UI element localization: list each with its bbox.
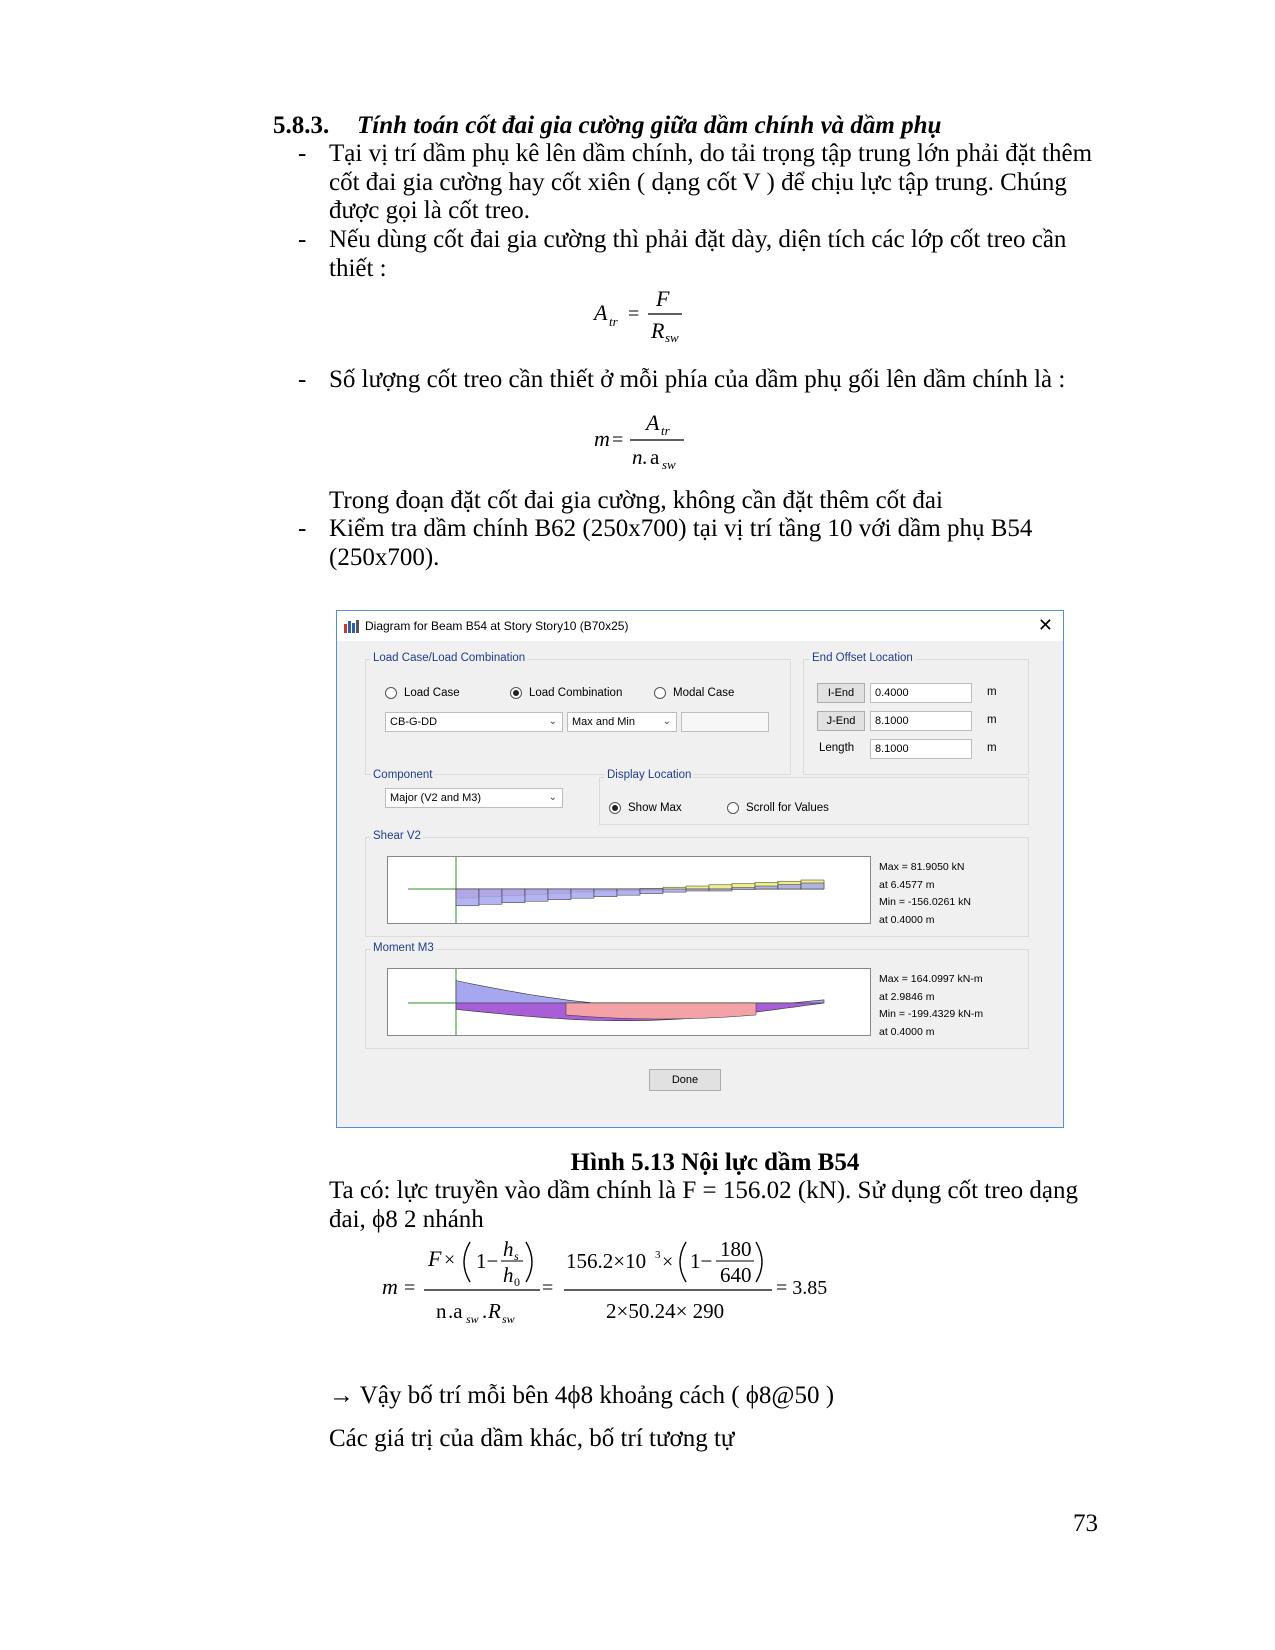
radio-load-combination-indicator[interactable]: [510, 687, 522, 699]
svg-text:tr: tr: [661, 423, 670, 438]
svg-text:m: m: [594, 426, 610, 451]
shear-min-bar: [732, 888, 755, 890]
paragraph-3: Số lượng cốt treo cần thiết ở mỗi phía của dầm phụ gối lên dầm chính là :: [329, 366, 1066, 393]
close-icon[interactable]: ✕: [1037, 615, 1053, 635]
bullet-dash: -: [298, 515, 307, 542]
svg-text:sw: sw: [466, 1312, 479, 1326]
maxmin-select[interactable]: [567, 712, 677, 732]
iend-field[interactable]: 0.4000: [870, 683, 972, 703]
svg-text:sw: sw: [502, 1312, 515, 1326]
section-heading: [273, 112, 941, 140]
jend-button[interactable]: J-End: [817, 711, 865, 731]
svg-text:sw: sw: [665, 330, 679, 342]
length-field: 8.1000: [870, 739, 972, 759]
shear-stats: [879, 859, 971, 929]
bullet-dash: -: [298, 366, 307, 393]
section-number: 5.8.3.: [273, 112, 330, 139]
end-offset-group-label: End Offset Location: [812, 652, 913, 664]
paragraph-2: Nếu dùng cốt đai gia cường thì phải đặt dày, diện tích các lớp cốt treo cần thiết :: [329, 226, 1067, 282]
radio-load-case-indicator[interactable]: [385, 687, 397, 699]
shear-min-loc: at 0.4000 m: [879, 913, 935, 926]
moment-stats: [879, 971, 983, 1041]
iend-unit: m: [987, 686, 997, 698]
shear-min-bar: [755, 886, 778, 889]
svg-text:1−: 1−: [476, 1249, 499, 1273]
shear-min-bar: [709, 889, 732, 891]
svg-text:a: a: [650, 445, 660, 469]
shear-min-bar: [663, 889, 686, 892]
radio-show-max[interactable]: [609, 802, 682, 814]
radio-load-case-label: Load Case: [404, 687, 460, 699]
svg-text:×: ×: [662, 1251, 674, 1273]
radio-load-combination[interactable]: [510, 687, 622, 699]
jend-field[interactable]: 8.1000: [870, 711, 972, 731]
equation-m-calc: [380, 1236, 850, 1336]
shear-min: Min = -156.0261 kN: [879, 896, 971, 908]
svg-text:= 3.85: = 3.85: [776, 1277, 828, 1299]
combination-select-value: CB-G-DD: [390, 716, 438, 728]
moment-diagram: [387, 968, 871, 1036]
section-title: Tính toán cốt đai gia cường giữa dầm chính và dầm phụ: [357, 112, 942, 139]
shear-min-bar: [594, 889, 617, 897]
moment-group-label: Moment M3: [373, 942, 434, 954]
moment-positive-area: [566, 1003, 756, 1019]
load-case-group-label: Load Case/Load Combination: [373, 652, 526, 664]
shear-min-bar: [548, 889, 571, 900]
done-button[interactable]: Done: [649, 1069, 721, 1091]
jend-unit: m: [987, 714, 997, 726]
shear-group-label: Shear V2: [373, 830, 421, 842]
shear-min-bar: [456, 889, 479, 906]
case-number-field[interactable]: [681, 712, 769, 732]
paragraph-1: Tại vị trí dầm phụ kê lên dầm chính, do tải trọng tập trung lớn phải đặt thêm cốt đai gia cường hay cốt xiên ( dạng cốt V ) để chịu lực tập trung. Chúng được gọi là cốt treo.: [329, 140, 1093, 224]
paragraph-4: Kiểm tra dầm chính B62 (250x700) tại vị trí tầng 10 với dầm phụ B54 (250x700).: [329, 515, 1033, 571]
display-location-group-label: Display Location: [607, 769, 692, 781]
svg-text:A: A: [594, 300, 608, 325]
svg-text:2×50.24× 290: 2×50.24× 290: [606, 1299, 725, 1323]
radio-modal-case-indicator[interactable]: [654, 687, 666, 699]
svg-text:1−: 1−: [690, 1249, 713, 1273]
note-line: Trong đoạn đặt cốt đai gia cường, không cần đặt thêm cốt đai: [329, 487, 943, 514]
chevron-down-icon: ⌄: [548, 716, 557, 727]
final-line: Các giá trị của dầm khác, bố trí tương tự: [329, 1425, 735, 1452]
moment-diagram-svg: [388, 969, 870, 1035]
moment-max-loc: at 2.9846 m: [879, 990, 935, 1003]
svg-text:F: F: [656, 286, 670, 311]
svg-text:=: =: [542, 1277, 554, 1299]
shear-min-bar: [525, 889, 548, 901]
length-label: Length: [819, 742, 855, 754]
length-unit: m: [987, 742, 997, 754]
shear-min-bar: [479, 889, 502, 904]
equation-atr: [590, 282, 690, 342]
svg-text:.: .: [482, 1299, 488, 1323]
shear-min-bar: [778, 885, 801, 889]
equation-m: [590, 410, 690, 474]
page-number: 73: [1073, 1510, 1098, 1537]
radio-show-max-label: Show Max: [628, 802, 682, 814]
radio-load-case[interactable]: [385, 687, 460, 699]
shear-min-bar: [801, 883, 824, 889]
svg-text:3: 3: [655, 1249, 661, 1261]
shear-min-bar: [617, 889, 640, 895]
shear-min-bar: [571, 889, 594, 898]
svg-text:tr: tr: [609, 314, 618, 329]
component-group-label: Component: [373, 769, 433, 781]
iend-button[interactable]: I-End: [817, 683, 865, 703]
shear-max: Max = 81.9050 kN: [879, 861, 965, 873]
svg-text:×: ×: [444, 1249, 456, 1271]
svg-text:sw: sw: [662, 457, 676, 472]
radio-scroll-values[interactable]: [727, 802, 829, 814]
shear-min-bar: [640, 889, 663, 894]
svg-text:m: m: [382, 1274, 398, 1299]
shear-max-loc: at 6.4577 m: [879, 878, 935, 891]
component-select[interactable]: [385, 788, 563, 808]
chevron-down-icon: ⌄: [548, 792, 557, 803]
shear-diagram: [387, 856, 871, 924]
svg-text:640: 640: [720, 1263, 752, 1287]
radio-load-combination-label: Load Combination: [529, 687, 623, 699]
svg-text:.a: .a: [448, 1299, 463, 1323]
bullet-dash: -: [298, 140, 307, 167]
svg-text:n.: n.: [632, 445, 648, 469]
svg-text:0: 0: [514, 1275, 520, 1289]
shear-min-bar: [502, 889, 525, 903]
moment-min-loc: at 0.4000 m: [879, 1025, 935, 1038]
svg-text:A: A: [646, 410, 660, 435]
shear-max-bar: [709, 885, 732, 889]
dialog-title: Diagram for Beam B54 at Story Story10 (B70x25): [365, 619, 629, 633]
svg-text:=: =: [628, 303, 640, 325]
beam-diagram-dialog: [336, 610, 1064, 1128]
svg-text:h: h: [503, 1237, 514, 1261]
radio-scroll-values-label: Scroll for Values: [746, 802, 829, 814]
svg-text:R: R: [651, 318, 665, 342]
radio-modal-case[interactable]: [654, 687, 734, 699]
svg-text:180: 180: [720, 1237, 752, 1261]
shear-max-bar: [686, 886, 709, 889]
moment-max: Max = 164.0997 kN-m: [879, 973, 983, 985]
shear-min-bar: [686, 889, 709, 891]
conclusion-line: → Vậy bố trí mỗi bên 4ϕ8 khoảng cách ( ϕ8@50 ): [329, 1382, 835, 1409]
app-icon: [343, 619, 359, 633]
svg-text:=: =: [404, 1277, 416, 1299]
display-location-group: [599, 777, 1029, 825]
radio-modal-case-label: Modal Case: [673, 687, 735, 699]
figure-caption: Hình 5.13 Nội lực dầm B54: [570, 1149, 860, 1176]
shear-diagram-svg: [388, 857, 870, 923]
svg-text:s: s: [514, 1249, 519, 1263]
paragraph-force: Ta có: lực truyền vào dầm chính là F = 156.02 (kN). Sử dụng cốt treo dạng đai, ϕ8 2 nhánh: [329, 1177, 1079, 1233]
svg-text:156.2×10: 156.2×10: [566, 1249, 647, 1273]
svg-text:=: =: [612, 429, 624, 451]
component-select-value: Major (V2 and M3): [390, 792, 482, 804]
radio-show-max-indicator[interactable]: [609, 802, 621, 814]
svg-text:R: R: [488, 1299, 501, 1323]
moment-min: Min = -199.4329 kN-m: [879, 1008, 984, 1020]
radio-scroll-values-indicator[interactable]: [727, 802, 739, 814]
svg-text:h: h: [503, 1263, 514, 1287]
dialog-titlebar: [337, 611, 1063, 641]
maxmin-select-value: Max and Min: [572, 716, 635, 728]
svg-text:F: F: [428, 1246, 442, 1271]
chevron-down-icon: ⌄: [662, 716, 671, 727]
bullet-dash: -: [298, 226, 307, 253]
combination-select[interactable]: [385, 712, 563, 732]
svg-text:n: n: [436, 1299, 447, 1323]
